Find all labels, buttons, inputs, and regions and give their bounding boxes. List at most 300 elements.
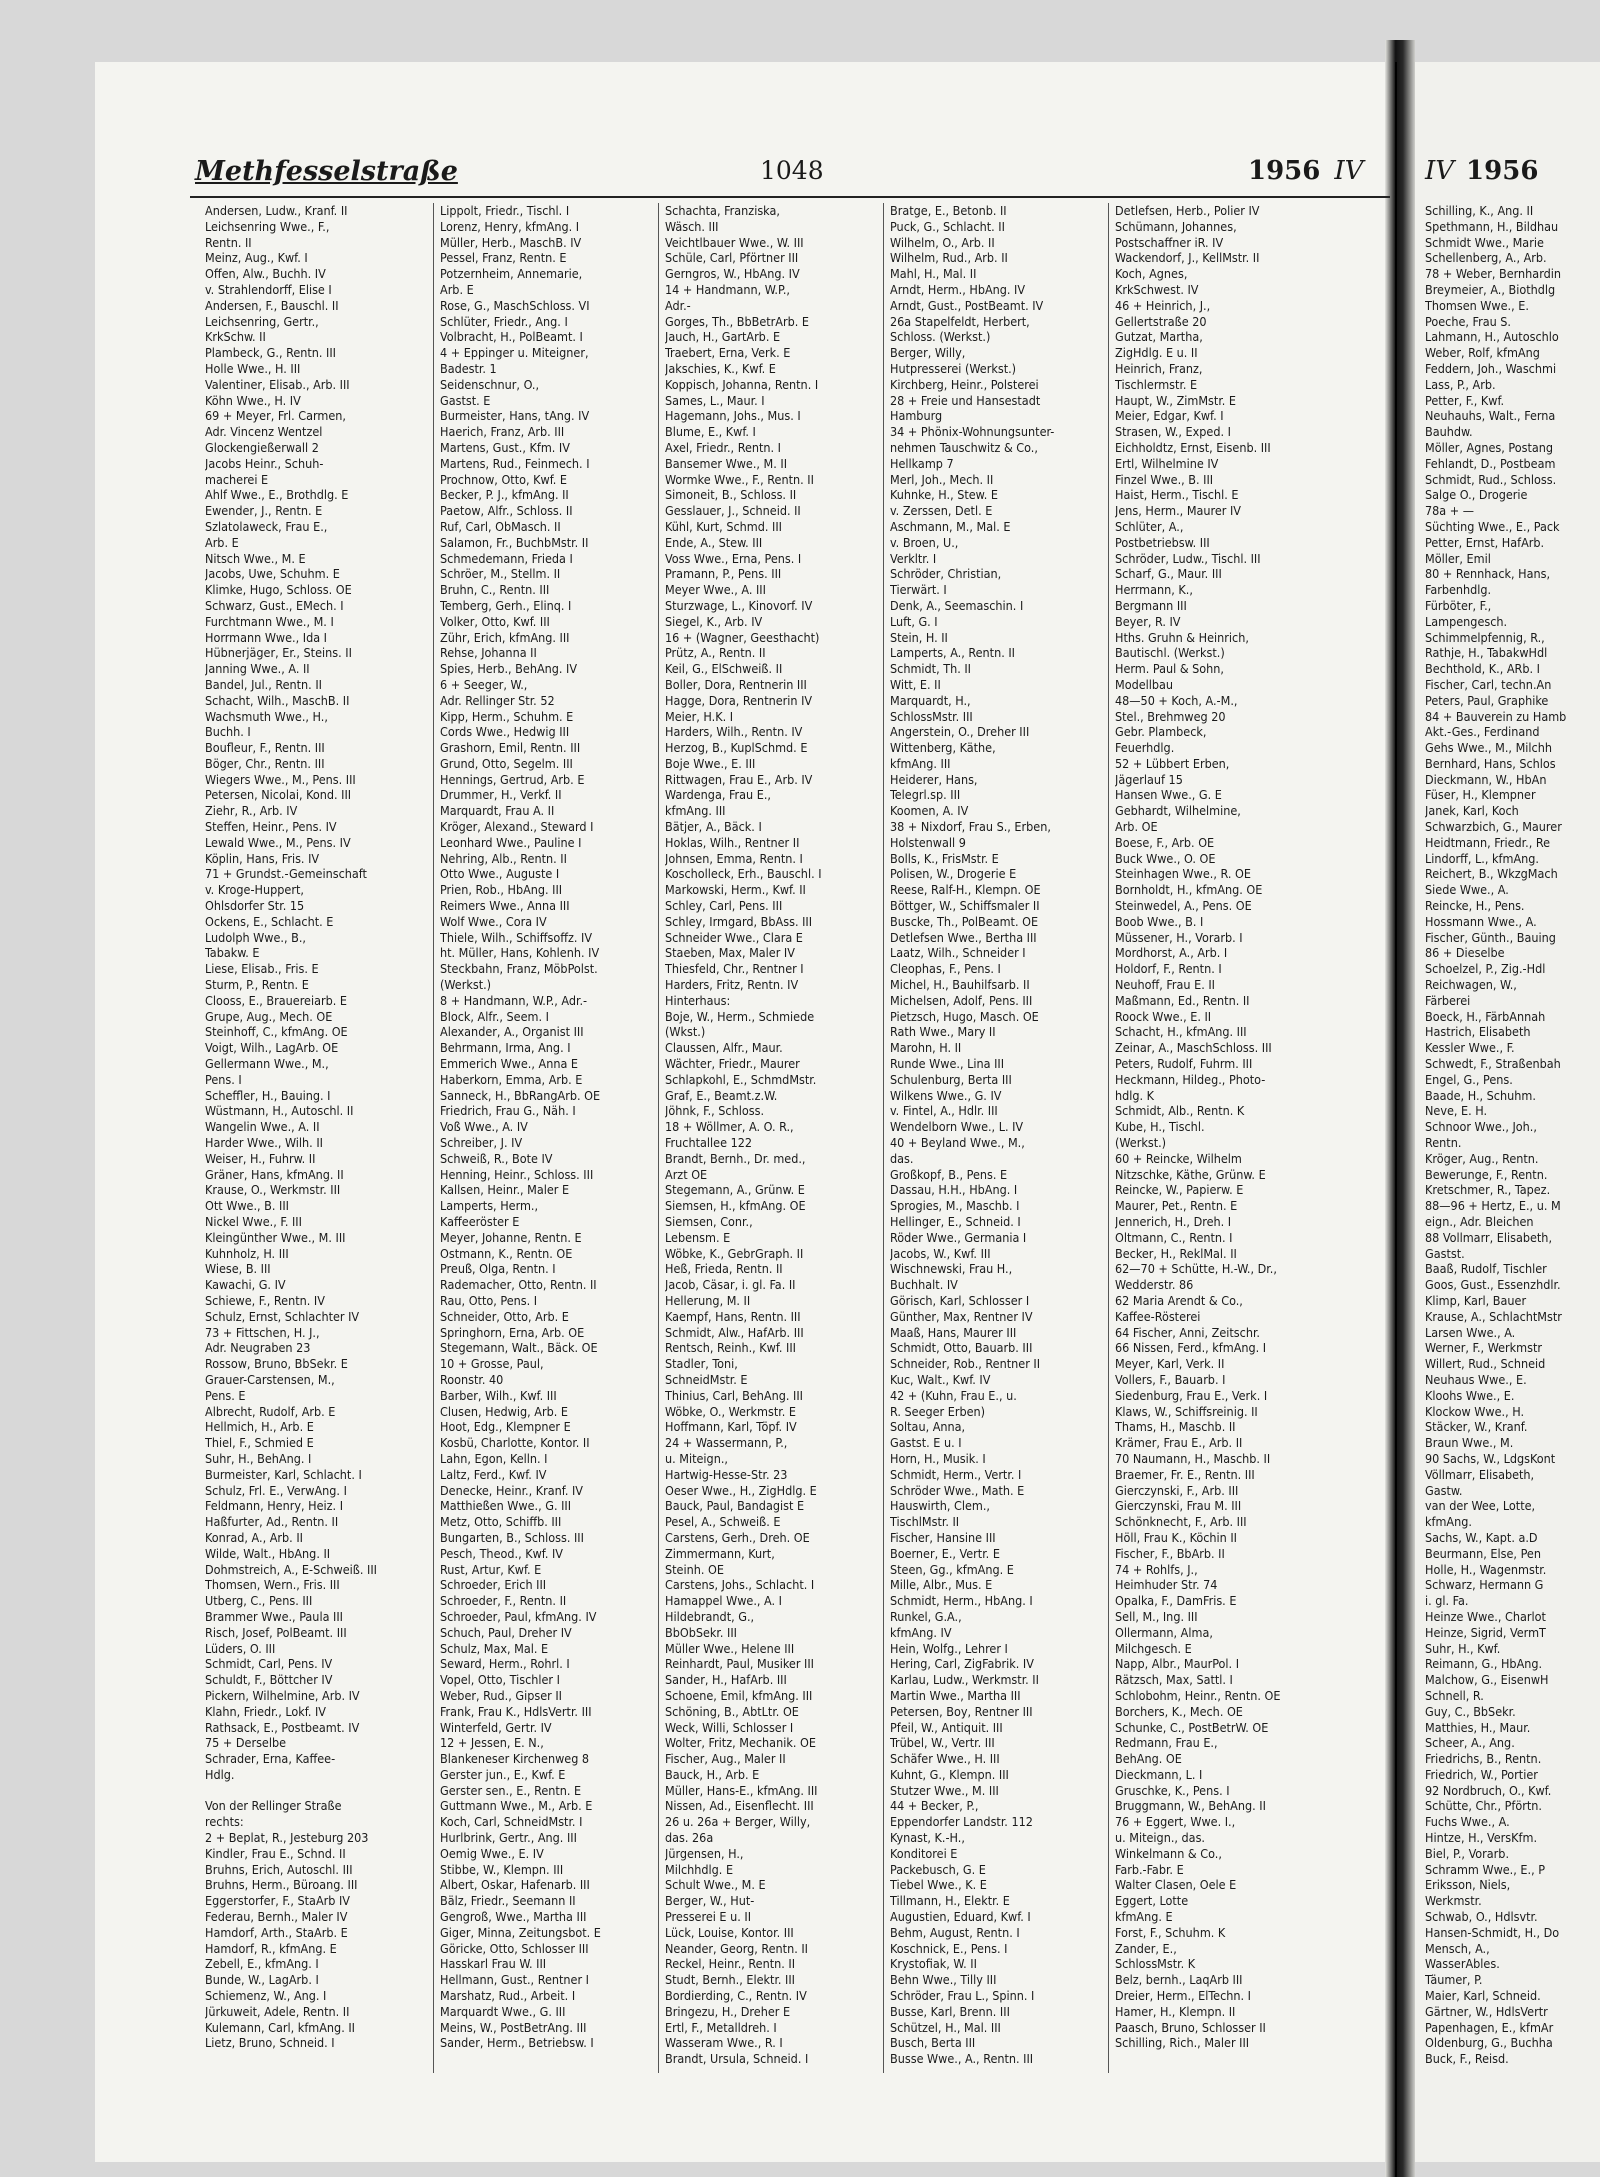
directory-entry: Zimmermann, Kurt,: [665, 1545, 775, 1561]
directory-entry: Siemsen, Conr.,: [665, 1214, 753, 1229]
directory-entry: Zeinar, A., MaschSchloss. III: [1115, 1040, 1272, 1056]
directory-entry: Rehse, Johanna II: [440, 645, 537, 661]
directory-entry: 62—70 + Schütte, H.-W., Dr.,: [1115, 1261, 1277, 1277]
directory-entry: Wachsmuth Wwe., H.,: [205, 708, 328, 724]
directory-entry: Telegrl.sp. III: [890, 787, 961, 803]
directory-entry: Beurmann, Else, Pen: [1425, 1545, 1541, 1561]
directory-entry: Postschaffner iR. IV: [1115, 234, 1224, 250]
directory-entry: Thiele, Wilh., Schiffsoffz. IV: [440, 929, 593, 945]
directory-entry: Milchgesch. E: [1115, 1640, 1192, 1656]
directory-entry: Hoffmann, Karl, Töpf. IV: [665, 1419, 797, 1435]
directory-entry: Schunke, C., PostBetrW. OE: [1115, 1719, 1269, 1735]
directory-entry: Glockengießerwall 2: [205, 439, 319, 455]
directory-entry: Farb.-Fabr. E: [1115, 1861, 1184, 1877]
directory-entry: Krämer, Frau E., Arb. II: [1115, 1435, 1243, 1451]
directory-entry: 38 + Nixdorf, Frau S., Erben,: [890, 819, 1051, 835]
directory-entry: Wolf Wwe., Cora IV: [440, 913, 547, 929]
directory-entry: Andersen, F., Bauschl. II: [205, 297, 339, 313]
directory-entry: Weber, Rud., Gipser II: [440, 1687, 562, 1703]
directory-entry: R. Seeger Erben): [890, 1403, 986, 1419]
directory-entry: Presserei E u. II: [665, 1909, 752, 1925]
directory-entry: Grupe, Aug., Mech. OE: [205, 1008, 333, 1024]
directory-entry: Karlau, Ludw., Werkmstr. II: [890, 1672, 1039, 1688]
directory-entry: Haupt, W., ZimMstr. E: [1115, 392, 1237, 408]
directory-entry: Koch, Agnes,: [1115, 266, 1188, 282]
directory-entry: Roonstr. 40: [440, 1371, 504, 1387]
directory-entry: Heiderer, Hans,: [890, 771, 978, 787]
directory-entry: Neuhaus Wwe., E.: [1425, 1371, 1527, 1387]
directory-entry: Wöbke, K., GebrGraph. II: [665, 1245, 804, 1261]
directory-entry: Jägerlauf 15: [1115, 771, 1183, 787]
directory-entry: Meins, W., PostBetrAng. III: [440, 2019, 587, 2035]
directory-entry: Neuhoff, Frau E. II: [1115, 977, 1215, 993]
directory-entry: Farbenhdlg.: [1425, 582, 1492, 598]
directory-entry: Prochnow, Otto, Kwf. E: [440, 471, 567, 487]
directory-entry: Jacobs, W., Kwf. III: [890, 1245, 991, 1261]
directory-entry: Boerner, E., Vertr. E: [890, 1545, 1000, 1561]
directory-entry: 78a + —: [1425, 503, 1475, 519]
directory-entry: Metz, Otto, Schiffb. III: [440, 1514, 562, 1530]
directory-entry: Gerster sen., E., Rentn. E: [440, 1782, 582, 1798]
directory-entry: Matthießen Wwe., G. III: [440, 1498, 572, 1514]
directory-entry: 74 + Rohlfs, J.,: [1115, 1561, 1198, 1577]
directory-entry: Barber, Wilh., Kwf. III: [440, 1387, 557, 1403]
directory-entry: Kühl, Kurt, Schmd. III: [665, 518, 782, 534]
directory-entry: Harders, Fritz, Rentn. IV: [665, 977, 799, 993]
directory-entry: Springhorn, Erna, Arb. OE: [440, 1324, 585, 1340]
directory-entry: Meyer, Karl, Verk. II: [1115, 1356, 1225, 1372]
directory-entry: Hellmich, H., Arb. E: [205, 1419, 314, 1435]
directory-entry: Schöning, B., AbtLtr. OE: [665, 1703, 799, 1719]
directory-entry: Kretschmer, R., Tapez.: [1425, 1182, 1551, 1198]
directory-entry: Reichwagen, W.,: [1425, 977, 1517, 993]
directory-entry: Thiesfeld, Chr., Rentner I: [665, 961, 804, 977]
directory-entry: Ruf, Carl, ObMasch. II: [440, 518, 561, 534]
directory-entry: Marshatz, Rud., Arbeit. I: [440, 1988, 576, 2004]
directory-entry: Jacobs, Uwe, Schuhm. E: [205, 566, 340, 582]
directory-entry: Ott Wwe., B. III: [205, 1198, 289, 1214]
directory-entry: Weber, Rolf, kfmAng: [1425, 345, 1540, 361]
directory-entry: Lippolt, Friedr., Tischl. I: [440, 203, 570, 218]
directory-entry: SchlossMstr. III: [890, 708, 973, 724]
directory-entry: Papenhagen, E., kfmAr: [1425, 2019, 1554, 2035]
directory-entry: Schacht, H., kfmAng. III: [1115, 1024, 1247, 1040]
directory-entry: Detlefsen Wwe., Bertha III: [890, 929, 1037, 945]
directory-entry: Becker, H., ReklMal. II: [1115, 1245, 1237, 1261]
directory-entry: Kröger, Alexand., Steward I: [440, 819, 594, 835]
directory-entry: Hauswirth, Clem.,: [890, 1498, 990, 1514]
directory-entry: 10 + Grosse, Paul,: [440, 1356, 544, 1372]
directory-entry: Kuhnt, G., Klempn. III: [890, 1766, 1009, 1782]
directory-entry: Alexander, A., Organist III: [440, 1024, 584, 1040]
directory-entry: Konditorei E: [890, 1845, 958, 1861]
directory-entry: Belz, bernh., LaqArb III: [1115, 1972, 1243, 1988]
directory-entry: 26a Stapelfeldt, Herbert,: [890, 313, 1030, 329]
directory-entry: Schellenberg, A., Arb.: [1425, 250, 1547, 266]
directory-entry: Pens. I: [205, 1071, 242, 1087]
directory-entry: Hinterhaus:: [665, 992, 731, 1008]
directory-entry: das. 26a: [665, 1830, 714, 1846]
directory-entry: Winterfeld, Gertr. IV: [440, 1719, 552, 1735]
directory-entry: Biel, P., Vorarb.: [1425, 1845, 1510, 1861]
directory-entry: Schroeder, F., Rentn. II: [440, 1593, 567, 1609]
directory-entry: 71 + Grundst.-Gemeinschaft: [205, 866, 367, 882]
directory-entry: Stibbe, W., Klempn. III: [440, 1861, 564, 1877]
directory-entry: Kuc, Walt., Kwf. IV: [890, 1371, 991, 1387]
directory-entry: Bungarten, B., Schloss. III: [440, 1529, 584, 1545]
directory-entry: Schuldt, F., Böttcher IV: [205, 1672, 333, 1688]
directory-entry: Bandel, Jul., Rentn. II: [205, 676, 322, 692]
directory-entry: Marohn, H. II: [890, 1040, 962, 1056]
directory-entry: v. Fintel, A., Hdlr. III: [890, 1103, 998, 1119]
directory-entry: Kynast, K.-H.,: [890, 1830, 965, 1846]
directory-entry: Runkel, G.A.,: [890, 1608, 962, 1624]
directory-entry: Reese, Ralf-H., Klempn. OE: [890, 882, 1041, 898]
directory-entry: Boje, W., Herm., Schmiede: [665, 1008, 815, 1024]
directory-entry: Schmidt, Alb., Rentn. K: [1115, 1103, 1245, 1119]
directory-entry: Bruhns, Herm., Büroang. III: [205, 1877, 358, 1893]
directory-entry: Schmidt, Rud., Schloss.: [1425, 471, 1557, 487]
directory-column-1: [205, 203, 425, 2051]
directory-entry: Detlefsen, Herb., Polier IV: [1115, 203, 1260, 218]
directory-entry: BehAng. OE: [1115, 1751, 1182, 1767]
directory-entry: Buchhalt. IV: [890, 1277, 958, 1293]
directory-entry: Andersen, Ludw., Kranf. II: [205, 203, 348, 218]
directory-entry: Rätzsch, Max, Sattl. I: [1115, 1672, 1233, 1688]
directory-entry: Burmeister, Hans, tAng. IV: [440, 408, 590, 424]
directory-entry: Haist, Herm., Tischl. E: [1115, 487, 1239, 503]
directory-entry: Rademacher, Otto, Rentn. II: [440, 1277, 597, 1293]
directory-entry: Wormke Wwe., F., Rentn. II: [665, 471, 814, 487]
directory-entry: Hagge, Dora, Rentnerin IV: [665, 692, 813, 708]
directory-entry: Kawachi, G. IV: [205, 1277, 286, 1293]
directory-entry: Reincke, W., Papierw. E: [1115, 1182, 1244, 1198]
directory-entry: Schlobohm, Heinr., Rentn. OE: [1115, 1687, 1281, 1703]
directory-entry: Traebert, Erna, Verk. E: [665, 345, 791, 361]
directory-entry: Staeben, Max, Maler IV: [665, 945, 795, 961]
directory-entry: Henning, Heinr., Schloss. III: [440, 1166, 594, 1182]
directory-entry: Maaß, Hans, Maurer III: [890, 1324, 1017, 1340]
directory-entry: Ollermann, Alma,: [1115, 1624, 1213, 1640]
directory-entry: Holle Wwe., H. III: [205, 360, 301, 376]
directory-entry: Oemig Wwe., E. IV: [440, 1845, 544, 1861]
directory-column-4: [890, 203, 1110, 2067]
directory-entry: Keil, G., ElSchweiß. II: [665, 661, 783, 677]
header-rule: [190, 196, 1390, 198]
directory-entry: Roock Wwe., E. II: [1115, 1008, 1212, 1024]
directory-entry: Gebhardt, Wilhelmine,: [1115, 803, 1241, 819]
directory-entry: 48—50 + Koch, A.-M.,: [1115, 692, 1238, 708]
directory-entry: Boller, Dora, Rentnerin III: [665, 676, 807, 692]
directory-entry: Schlüter, Friedr., Ang. I: [440, 313, 568, 329]
directory-entry: Gastw.: [1425, 1482, 1463, 1498]
directory-entry: Bergmann III: [1115, 597, 1187, 613]
directory-entry: Spies, Herb., BehAng. IV: [440, 661, 578, 677]
directory-entry: Rittwagen, Frau E., Arb. IV: [665, 771, 813, 787]
directory-entry: Voss Wwe., Erna, Pens. I: [665, 550, 802, 566]
directory-entry: Rose, G., MaschSchloss. VI: [440, 297, 590, 313]
directory-entry: Burmeister, Karl, Schlacht. I: [205, 1466, 362, 1482]
directory-entry: Günther, Max, Rentner IV: [890, 1308, 1033, 1324]
directory-entry: Laltz, Ferd., Kwf. IV: [440, 1466, 547, 1482]
directory-entry: Siegel, K., Arb. IV: [665, 613, 763, 629]
directory-entry: Federau, Bernh., Maler IV: [205, 1909, 348, 1925]
directory-entry: Buscke, Th., PolBeamt. OE: [890, 913, 1039, 929]
directory-entry: kfmAng. III: [890, 755, 951, 771]
directory-entry: Prien, Rob., HbAng. III: [440, 882, 563, 898]
directory-entry: Rentn.: [1425, 1135, 1462, 1151]
directory-entry: Pramann, P., Pens. III: [665, 566, 782, 582]
directory-entry: Witt, E. II: [890, 676, 941, 692]
directory-entry: Hamdorf, Arth., StaArb. E: [205, 1924, 348, 1940]
directory-entry: Jakschies, K., Kwf. E: [665, 360, 776, 376]
directory-entry: Holdorf, F., Rentn. I: [1115, 961, 1222, 977]
right-page-volume: IV: [1425, 156, 1455, 186]
directory-entry: Nickel Wwe., F. III: [205, 1214, 302, 1229]
directory-entry: Steinhoff, C., kfmAng. OE: [205, 1024, 348, 1040]
directory-entry: Schwarz, Hermann G: [1425, 1577, 1544, 1593]
directory-entry: Frank, Frau K., HdlsVertr. III: [440, 1703, 592, 1719]
directory-entry: Block, Alfr., Seem. I: [440, 1008, 549, 1024]
directory-entry: Hastrich, Elisabeth: [1425, 1024, 1531, 1040]
directory-entry: Arb. OE: [1115, 819, 1158, 835]
directory-entry: Bauhdw.: [1425, 424, 1473, 440]
directory-entry: Pens. E: [205, 1387, 246, 1403]
directory-entry: Gutzat, Martha,: [1115, 329, 1203, 345]
directory-entry: TischlMstr. II: [890, 1514, 960, 1530]
directory-entry: Plambeck, G., Rentn. III: [205, 345, 336, 361]
directory-entry: KrkSchw. II: [205, 329, 266, 345]
directory-entry: Fischer, Günth., Bauing: [1425, 929, 1556, 945]
directory-entry: Haerich, Franz, Arb. III: [440, 424, 565, 440]
directory-entry: Veichtlbauer Wwe., W. III: [665, 234, 804, 250]
directory-entry: Kuhnholz, H. III: [205, 1245, 289, 1261]
directory-entry: Werkmstr.: [1425, 1893, 1482, 1909]
directory-entry: Stegemann, A., Grünw. E: [665, 1182, 805, 1198]
directory-entry: Schilling, Rich., Maler III: [1115, 2035, 1250, 2051]
directory-entry: 8 + Handmann, W.P., Adr.-: [440, 992, 588, 1008]
directory-entry: Jens, Herm., Maurer IV: [1115, 503, 1242, 519]
directory-entry: Verkltr. I: [890, 550, 937, 566]
directory-entry: Buck, F., Reisd.: [1425, 2051, 1509, 2067]
directory-entry: Stutzer Wwe., M. III: [890, 1782, 999, 1798]
directory-entry: Krystofiak, W. II: [890, 1956, 977, 1972]
directory-entry: 24 + Wassermann, P.,: [665, 1435, 788, 1451]
directory-entry: Bautischl. (Werkst.): [1115, 645, 1225, 661]
street-heading: Methfesselstraße: [195, 156, 458, 187]
directory-entry: 76 + Eggert, Wwe. I.,: [1115, 1814, 1236, 1830]
directory-entry: Jürgensen, H.,: [665, 1845, 744, 1861]
directory-entry: Grauer-Carstensen, M.,: [205, 1371, 335, 1387]
directory-entry: Schulenburg, Berta III: [890, 1071, 1012, 1087]
directory-entry: Dieckmann, L. I: [1115, 1766, 1203, 1782]
directory-entry: Schulz, Max, Mal. E: [440, 1640, 549, 1656]
directory-entry: Schroeder, Erich III: [440, 1577, 547, 1593]
directory-entry: Gorges, Th., BbBetrArb. E: [665, 313, 809, 329]
directory-entry: Oltmann, C., Rentn. I: [1115, 1229, 1233, 1245]
directory-entry: Schulz, Ernst, Schlachter IV: [205, 1308, 360, 1324]
directory-entry: Mordhorst, A., Arb. I: [1115, 945, 1228, 961]
directory-entry: Michelsen, Adolf, Pens. III: [890, 992, 1033, 1008]
directory-entry: Heinze Wwe., Charlot: [1425, 1608, 1546, 1624]
directory-entry: Peters, Paul, Graphike: [1425, 692, 1549, 708]
directory-entry: Spethmann, H., Bildhau: [1425, 218, 1559, 234]
directory-entry: Wüstmann, H., Autoschl. II: [205, 1103, 354, 1119]
directory-entry: Ertl, Wilhelmine IV: [1115, 455, 1219, 471]
directory-entry: Jöhnk, F., Schloss.: [665, 1103, 765, 1119]
directory-entry: Gierczynski, F., Arb. III: [1115, 1482, 1239, 1498]
directory-entry: Dassau, H.H., HbAng. I: [890, 1182, 1018, 1198]
directory-entry: Heimhuder Str. 74: [1115, 1577, 1218, 1593]
directory-entry: Lindorff, L., kfmAng.: [1425, 850, 1539, 866]
directory-entry: Sachs, W., Kapt. a.D: [1425, 1529, 1538, 1545]
directory-entry: Neve, E. H.: [1425, 1103, 1488, 1119]
directory-entry: Wardenga, Frau E.,: [665, 787, 771, 803]
directory-entry: Schnell, R.: [1425, 1687, 1484, 1703]
directory-entry: Sander, H., HafArb. III: [665, 1672, 787, 1688]
directory-entry: 66 Nissen, Ferd., kfmAng. I: [1115, 1340, 1267, 1356]
directory-entry: Siede Wwe., A.: [1425, 882, 1509, 898]
directory-entry: Schuch, Paul, Dreher IV: [440, 1624, 572, 1640]
directory-entry: Bolls, K., FrisMstr. E: [890, 850, 999, 866]
directory-entry: Arb. E: [205, 534, 239, 550]
directory-entry: WasserAbles.: [1425, 1956, 1500, 1972]
directory-entry: Harder Wwe., Wilh. II: [205, 1135, 323, 1151]
directory-entry: Hurlbrink, Gertr., Ang. III: [440, 1830, 577, 1846]
directory-entry: Möller, Agnes, Postang: [1425, 439, 1554, 455]
directory-entry: Müssener, H., Vorarb. I: [1115, 929, 1243, 945]
directory-entry: Ende, A., Stew. III: [665, 534, 763, 550]
directory-entry: Steckbahn, Franz, MöbPolst.: [440, 961, 598, 977]
directory-entry: Vollers, F., Bauarb. I: [1115, 1371, 1226, 1387]
directory-entry: Gruschke, K., Pens. I: [1115, 1782, 1230, 1798]
directory-entry: Lamperts, Herm.,: [440, 1198, 539, 1214]
directory-entry: Schloss. (Werkst.): [890, 329, 991, 345]
directory-entry: Köhn Wwe., H. IV: [205, 392, 301, 408]
directory-entry: Temberg, Gerh., Elinq. I: [440, 597, 572, 613]
directory-entry: Baaß, Rudolf, Tischler: [1425, 1261, 1547, 1277]
directory-entry: Nitzschke, Käthe, Grünw. E: [1115, 1166, 1266, 1182]
directory-column-2: [440, 203, 660, 2051]
directory-entry: Bechthold, K., ARb. I: [1425, 661, 1540, 677]
directory-entry: Tischlermstr. E: [1115, 376, 1198, 392]
directory-entry: Buck Wwe., O. OE: [1115, 850, 1216, 866]
directory-entry: 28 + Freie und Hansestadt: [890, 392, 1041, 408]
directory-entry: Ewender, J., Rentn. E: [205, 503, 323, 519]
directory-entry: Gellertstraße 20: [1115, 313, 1207, 329]
directory-entry: Gastst. E u. I: [890, 1435, 962, 1451]
directory-entry: Wangelin Wwe., A. II: [205, 1119, 320, 1135]
directory-entry: Tabakw. E: [205, 945, 260, 961]
directory-entry: Lamperts, A., Rentn. II: [890, 645, 1015, 661]
directory-entry: Gräner, Hans, kfmAng. II: [205, 1166, 344, 1182]
directory-entry: 70 Naumann, H., Maschb. II: [1115, 1450, 1271, 1466]
directory-entry: Pesel, A., Schweiß. E: [665, 1514, 781, 1530]
directory-entry: Peters, Rudolf, Fuhrm. III: [1115, 1056, 1253, 1072]
directory-entry: Fischer, F., BbArb. II: [1115, 1545, 1225, 1561]
directory-entry: Tiebel Wwe., K. E: [890, 1877, 987, 1893]
directory-entry: Voigt, Wilh., LagArb. OE: [205, 1040, 339, 1056]
directory-entry: BbObSekr. III: [665, 1624, 737, 1640]
directory-entry: Martens, Rud., Feinmech. I: [440, 455, 590, 471]
directory-entry: Holstenwall 9: [890, 834, 966, 850]
directory-entry: Schmidt, Carl, Pens. IV: [205, 1656, 333, 1672]
directory-entry: v. Broen, U.,: [890, 534, 959, 550]
directory-entry: Marquardt, H.,: [890, 692, 971, 708]
directory-entry: Lahn, Egon, Kelln. I: [440, 1450, 548, 1466]
directory-entry: Sander, Herm., Betriebsw. I: [440, 2035, 594, 2051]
directory-entry: Müller, Hans-E., kfmAng. III: [665, 1782, 818, 1798]
directory-entry: Färberei: [1425, 992, 1471, 1008]
directory-entry: Carstens, Johs., Schlacht. I: [665, 1577, 815, 1593]
directory-entry: Kleingünther Wwe., M. III: [205, 1229, 346, 1245]
directory-entry: Johnsen, Emma, Rentn. I: [665, 850, 803, 866]
directory-entry: Claussen, Alfr., Maur.: [665, 1040, 783, 1056]
directory-entry: Luft, G. I: [890, 613, 938, 629]
directory-entry: Wilkens Wwe., G. IV: [890, 1087, 1002, 1103]
directory-entry: Schröer, M., Stellm. II: [440, 566, 561, 582]
directory-entry: Oldenburg, G., Buchha: [1425, 2035, 1553, 2051]
directory-entry: Strasen, W., Exped. I: [1115, 424, 1231, 440]
directory-entry: Köplin, Hans, Fris. IV: [205, 850, 320, 866]
directory-entry: Behm, August, Rentn. I: [890, 1924, 1020, 1940]
directory-entry: rechts:: [205, 1814, 244, 1830]
directory-entry: Schütte, Chr., Pförtn.: [1425, 1798, 1542, 1814]
directory-entry: Fruchtallee 122: [665, 1135, 753, 1151]
directory-entry: Seward, Herm., Rohrl. I: [440, 1656, 570, 1672]
directory-entry: das.: [890, 1150, 914, 1166]
gutter-shadow: [1395, 62, 1397, 2177]
directory-entry: Gastst.: [1425, 1245, 1465, 1261]
directory-entry: Poeche, Frau S.: [1425, 313, 1511, 329]
directory-entry: Lampengesch.: [1425, 613, 1508, 629]
directory-entry: Ohlsdorfer Str. 15: [205, 898, 305, 914]
directory-entry: 40 + Beyland Wwe., M.,: [890, 1135, 1025, 1151]
directory-entry: Angerstein, O., Dreher III: [890, 724, 1030, 740]
directory-entry: Nitsch Wwe., M. E: [205, 550, 306, 566]
directory-entry: Lahmann, H., Autoschlo: [1425, 329, 1559, 345]
directory-entry: Buchh. I: [205, 724, 251, 740]
directory-entry: Schnoor Wwe., Joh.,: [1425, 1119, 1537, 1135]
directory-entry: Polisen, W., Drogerie E: [890, 866, 1017, 882]
directory-entry: Fürböter, F.,: [1425, 597, 1492, 613]
directory-entry: Badestr. 1: [440, 360, 497, 376]
directory-entry: Füser, H., Klempner: [1425, 787, 1536, 803]
directory-entry: Bruhns, Erich, Autoschl. III: [205, 1861, 353, 1877]
directory-entry: Kipp, Herm., Schuhm. E: [440, 708, 574, 724]
directory-entry: kfmAng.: [1425, 1514, 1472, 1530]
directory-entry: Boje Wwe., E. III: [665, 755, 756, 771]
directory-entry: u. Miteign., das.: [1115, 1830, 1205, 1846]
directory-entry: Reichert, B., WkzgMach: [1425, 866, 1558, 882]
directory-entry: Brammer Wwe., Paula III: [205, 1608, 343, 1624]
directory-entry: Nehring, Alb., Rentn. II: [440, 850, 567, 866]
directory-entry: Klimke, Hugo, Schloss. OE: [205, 582, 352, 598]
directory-entry: Runde Wwe., Lina III: [890, 1056, 1005, 1072]
directory-entry: Puck, G., Schlacht. II: [890, 218, 1005, 234]
directory-entry: Gellermann Wwe., M.,: [205, 1056, 329, 1072]
directory-entry: Reincke, H., Pens.: [1425, 898, 1525, 914]
directory-entry: Röder Wwe., Germania I: [890, 1229, 1027, 1245]
directory-entry: Hamer, H., Klempn. II: [1115, 2003, 1236, 2019]
directory-entry: Arzt OE: [665, 1166, 708, 1182]
directory-entry: Meier, H.K. I: [665, 708, 734, 724]
directory-entry: 12 + Jessen, E. N.,: [440, 1735, 544, 1751]
directory-entry: Thiel, F., Schmied E: [205, 1435, 314, 1451]
directory-entry: Hoot, Edg., Klempner E: [440, 1419, 571, 1435]
directory-entry: Meyer, Johanne, Rentn. E: [440, 1229, 582, 1245]
directory-entry: Hdlg.: [205, 1766, 235, 1782]
